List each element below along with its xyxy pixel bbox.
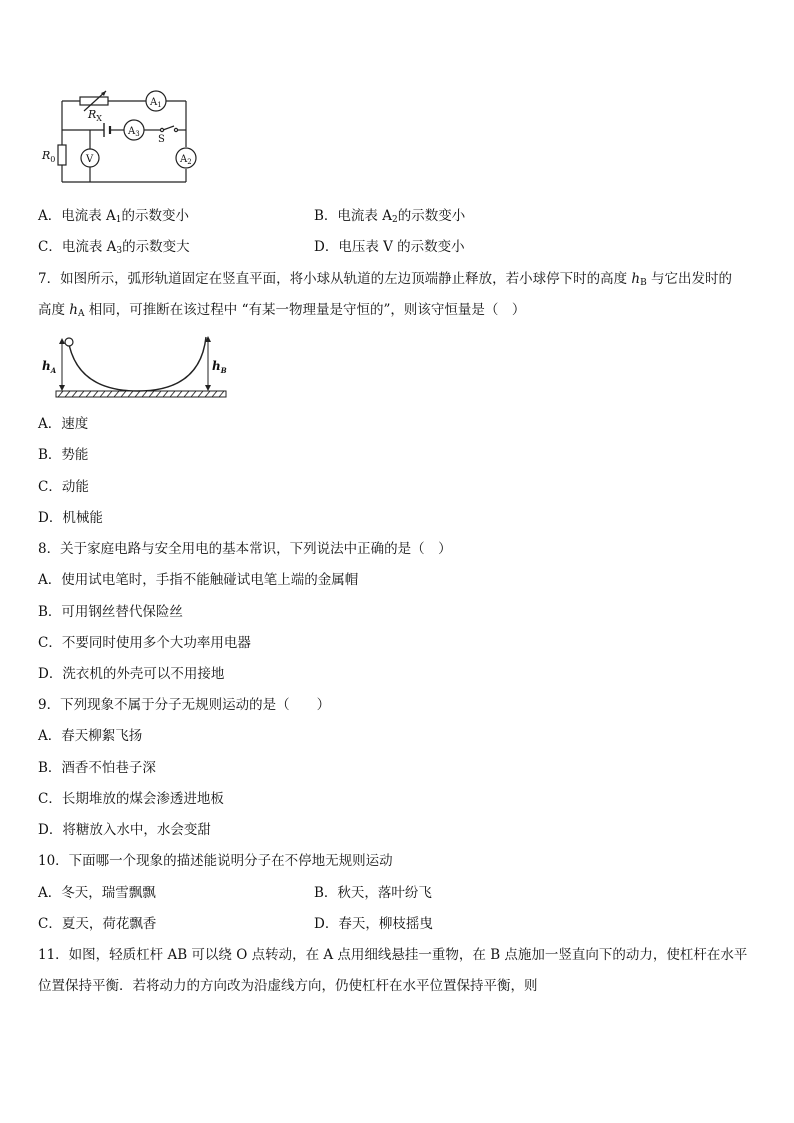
switch-label: S xyxy=(158,134,165,145)
q6-option-d: D．电压表 V 的示数变小 xyxy=(314,239,465,255)
q8-option-a: A．使用试电笔时，手指不能触碰试电笔上端的金属帽 xyxy=(38,572,359,588)
q9-option-d: D．将糖放入水中，水会变甜 xyxy=(38,822,211,838)
a3-label: $A_3$ xyxy=(128,126,140,138)
r0-label: $R_0$ xyxy=(42,149,56,164)
q7-option-a: A．速度 xyxy=(38,416,89,432)
rx-label: $R_X$ xyxy=(88,108,102,123)
q10-option-b: B．秋天，落叶纷飞 xyxy=(314,885,432,901)
q10-stem: 10．下面哪一个现象的描述能说明分子在不停地无规则运动 xyxy=(38,853,393,869)
q8-option-c: C．不要同时使用多个大功率用电器 xyxy=(38,635,251,651)
q7-option-b: B．势能 xyxy=(38,447,89,463)
q11-stem-line2: 位置保持平衡．若将动力的方向改为沿虚线方向，仍使杠杆在水平位置保持平衡，则 xyxy=(38,978,538,994)
q10-option-d: D．春天，柳枝摇曳 xyxy=(314,916,433,932)
q7-option-c: C．动能 xyxy=(38,479,89,495)
q9-stem: 9．下列现象不属于分子无规则运动的是（ ） xyxy=(38,697,331,713)
q10-option-c: C．夏天，荷花飘香 xyxy=(38,916,157,932)
circuit-diagram xyxy=(38,85,208,190)
q8-stem: 8．关于家庭电路与安全用电的基本常识，下列说法中正确的是（ ） xyxy=(38,541,452,557)
q6-option-c: C．电流表 $A_3$的示数变大 xyxy=(38,239,190,256)
a2-label: $A_2$ xyxy=(180,154,192,166)
a1-label: $A_1$ xyxy=(150,97,162,109)
v-label: V xyxy=(86,154,94,165)
q7-option-d: D．机械能 xyxy=(38,510,103,526)
q8-option-b: B．可用钢丝替代保险丝 xyxy=(38,604,183,620)
q9-option-b: B．酒香不怕巷子深 xyxy=(38,760,156,776)
q6-option-b: B．电流表 $A_2$的示数变小 xyxy=(314,208,466,225)
q6-option-a: A．电流表 $A_1$的示数变小 xyxy=(38,208,190,225)
q7-stem-line2: 高度 $h_A$ 相同，可推断在该过程中 “有某一物理量是守恒的”，则该守恒量是（ ） xyxy=(38,302,526,319)
q9-option-a: A．春天柳絮飞扬 xyxy=(38,728,143,744)
hb-label: $h_B$ xyxy=(212,359,227,375)
q9-option-c: C．长期堆放的煤会渗透进地板 xyxy=(38,791,224,807)
q10-option-a: A．冬天，瑞雪飘飘 xyxy=(38,885,156,901)
arc-track-diagram xyxy=(38,333,238,401)
ha-label: $h_A$ xyxy=(42,359,57,375)
q11-stem-line1: 11．如图，轻质杠杆 AB 可以绕 O 点转动，在 A 点用细线悬挂一重物，在 B 点施加一竖直向下的动力，使杠杆在水平 xyxy=(38,947,748,963)
q7-stem-line1: 7．如图所示，弧形轨道固定在竖直平面，将小球从轨道的左边顶端静止释放，若小球停下时的高度 $h_B$ 与它出发时的 xyxy=(38,271,733,288)
q8-option-d: D．洗衣机的外壳可以不用接地 xyxy=(38,666,225,682)
